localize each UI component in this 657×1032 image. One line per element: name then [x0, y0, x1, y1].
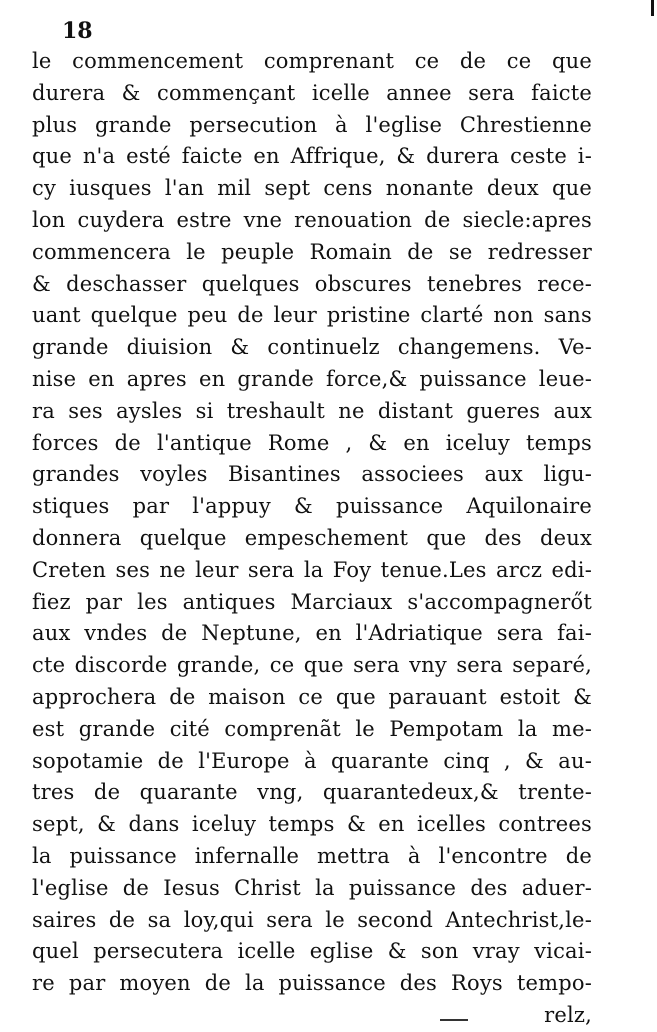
text-line: aux vndes de Neptune, en l'Adriatique sera fai- [32, 621, 592, 646]
text-line: commencera le peuple Romain de se redresser [32, 239, 592, 264]
text-line: sept, & dans iceluy temps & en icelles contrees [32, 812, 592, 837]
text-line: la puissance infernalle mettra à l'encontre de [32, 843, 592, 868]
text-line: grande diuision & continuelz changemens. Ve- [32, 335, 592, 360]
text-line: ra ses aysles si treshault ne distant gueres aux [32, 398, 592, 423]
text-line: durera & commençant icelle annee sera faicte [32, 80, 592, 105]
text-line: est grande cité comprenãt le Pempotam la me- [32, 716, 592, 741]
text-line: sopotamie de l'Europe à quarante cinq , & au- [32, 748, 592, 773]
text-line: lon cuydera estre vne renouation de siecle:apres [32, 207, 592, 232]
bottom-smudge [440, 1019, 468, 1021]
text-line: cy iusques l'an mil sept cens nonante deux que [32, 176, 592, 201]
text-line: quel persecutera icelle eglise & son vray vicai- [32, 939, 592, 964]
text-line: tres de quarante vng, quarantedeux,& trente- [32, 780, 592, 805]
page-number: 18 [62, 18, 93, 44]
body-text [32, 46, 592, 1032]
text-line: stiques par l'appuy & puissance Aquilonaire [32, 494, 592, 519]
text-line: forces de l'antique Rome , & en iceluy temps [32, 430, 592, 455]
text-line: grandes voyles Bisantines associees aux ligu- [32, 462, 592, 487]
margin-rule [651, 0, 654, 16]
text-line: & deschasser quelques obscures tenebres rece- [32, 271, 592, 296]
text-line: re par moyen de la puissance des Roys tempo- [32, 971, 592, 996]
text-line-last: relz, [544, 1002, 592, 1027]
text-line: donnera quelque empeschement que des deux [32, 525, 592, 550]
text-line: approchera de maison ce que parauant estoit & [32, 684, 592, 709]
text-line: fiez par les antiques Marciaux s'accompagnerőt [32, 589, 592, 614]
text-line: nise en apres en grande force,& puissance leue- [32, 366, 592, 391]
text-line: Creten ses ne leur sera la Foy tenue.Les arcz edi- [32, 557, 592, 582]
text-line: le commencement comprenant ce de ce que [32, 49, 592, 73]
text-line: saires de sa loy,qui sera le second Antechrist,le- [32, 907, 592, 932]
text-line: uant quelque peu de leur pristine clarté non sans [32, 303, 592, 328]
text-line: cte discorde grande, ce que sera vny sera separé, [32, 653, 592, 678]
text-line: plus grande persecution à l'eglise Chrestienne [32, 112, 592, 137]
text-line: que n'a esté faicte en Affrique, & durera ceste i- [32, 144, 592, 169]
text-line: l'eglise de Iesus Christ la puissance des aduer- [32, 875, 592, 900]
